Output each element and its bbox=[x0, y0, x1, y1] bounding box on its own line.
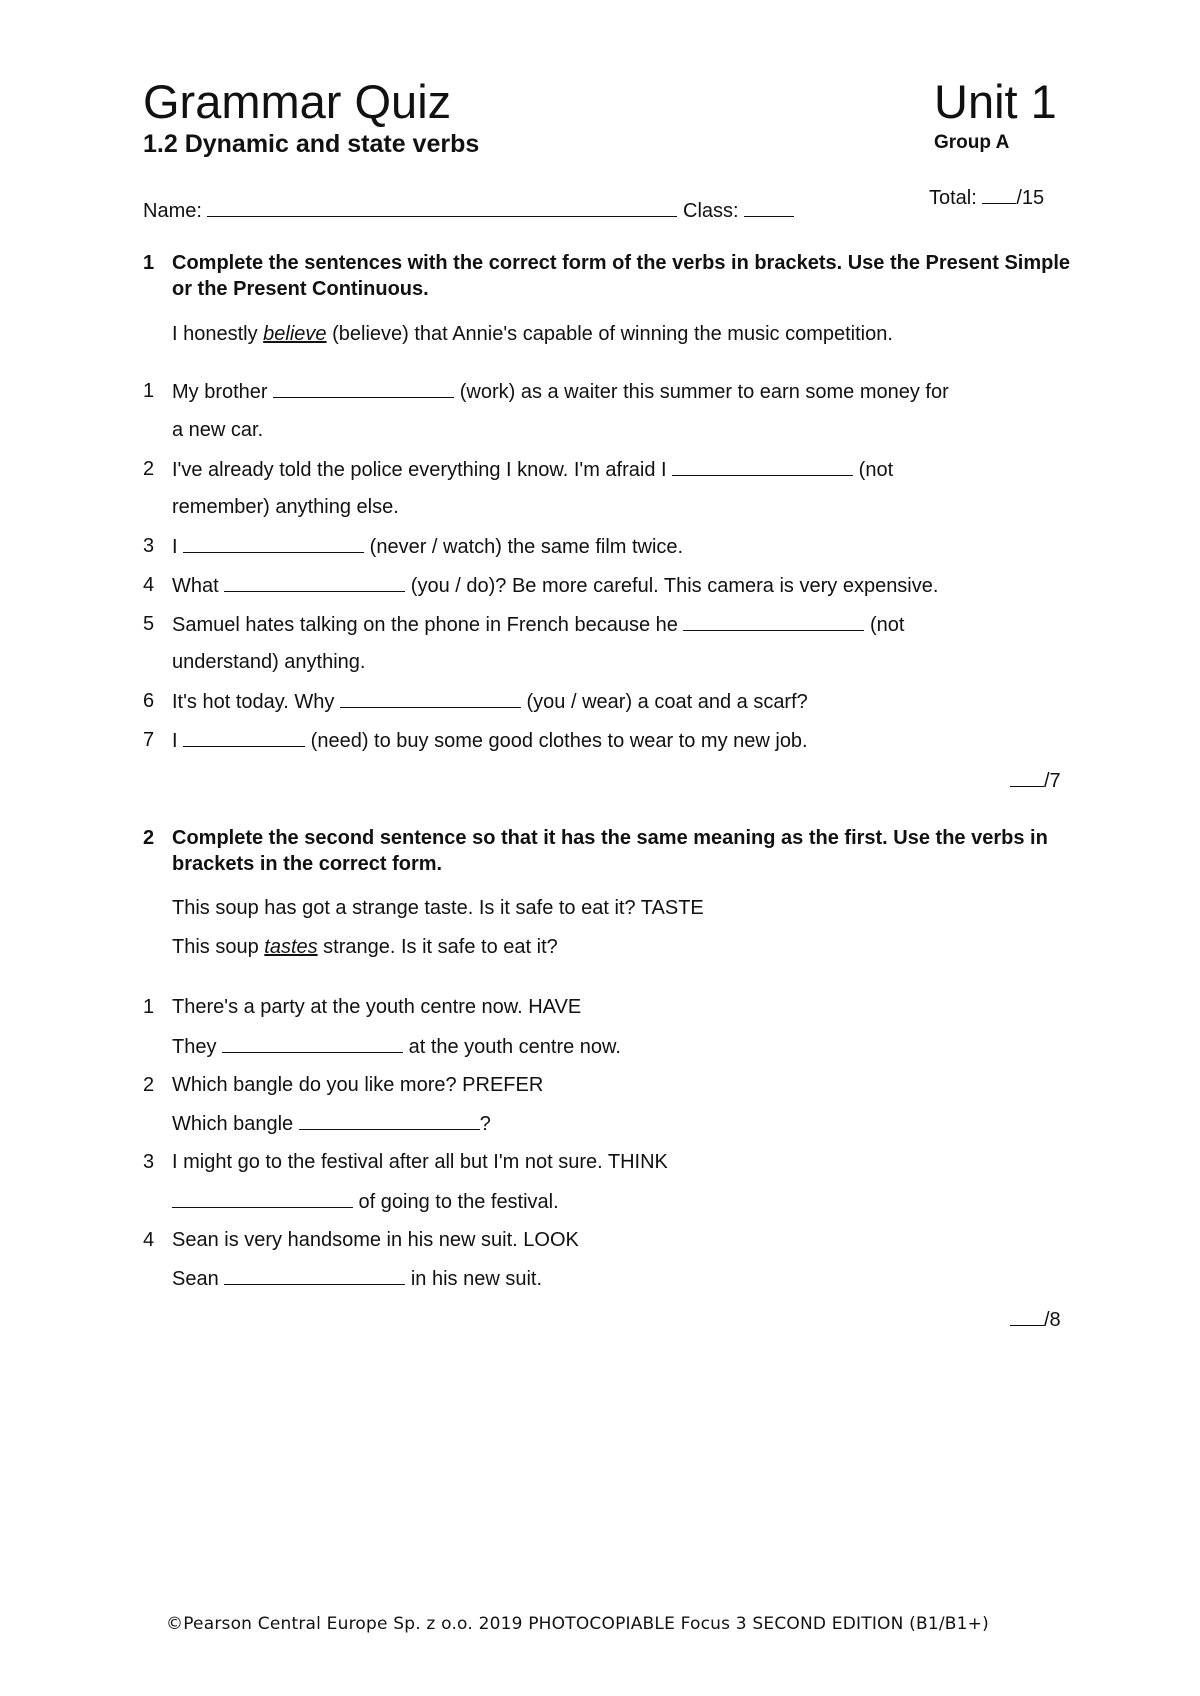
section-2-score: /8 bbox=[1010, 1306, 1061, 1333]
section-2-number: 2 bbox=[143, 827, 155, 849]
list-item: My brother (work) as a waiter this summer to earn some money for bbox=[172, 378, 949, 405]
list-item-answer-line: They at the youth centre now. bbox=[172, 1033, 621, 1060]
item-number: 5 bbox=[143, 613, 155, 635]
answer-blank[interactable] bbox=[183, 727, 305, 747]
total-score-field[interactable] bbox=[982, 184, 1016, 204]
example-answer: tastes bbox=[264, 936, 318, 958]
answer-blank[interactable] bbox=[222, 1033, 403, 1053]
item-number: 3 bbox=[143, 535, 155, 557]
section-2-score-field[interactable] bbox=[1010, 1306, 1044, 1326]
list-item-answer-line: Sean in his new suit. bbox=[172, 1265, 542, 1292]
section-2-example-line1: This soup has got a strange taste. Is it safe to eat it? TASTE bbox=[172, 897, 704, 919]
answer-blank[interactable] bbox=[683, 611, 864, 631]
list-item: I might go to the festival after all but I'm not sure. THINK bbox=[172, 1151, 668, 1173]
section-1-instruction: Complete the sentences with the correct form of the verbs in brackets. Use the Present Simple or the Present Continuous. bbox=[172, 252, 1071, 300]
section-1-score-field[interactable] bbox=[1010, 767, 1044, 787]
item-number: 3 bbox=[143, 1151, 155, 1173]
total-max: /15 bbox=[1016, 187, 1045, 209]
list-item-continuation: a new car. bbox=[172, 419, 264, 441]
list-item: Sean is very handsome in his new suit. LOOK bbox=[172, 1229, 579, 1251]
item-number: 2 bbox=[143, 1074, 155, 1096]
section-1-score: /7 bbox=[1010, 767, 1061, 794]
answer-blank[interactable] bbox=[273, 378, 454, 398]
unit-label: Unit 1 bbox=[934, 75, 1057, 128]
name-field[interactable] bbox=[207, 197, 677, 217]
item-number: 2 bbox=[143, 458, 155, 480]
list-item-continuation: remember) anything else. bbox=[172, 496, 399, 518]
section-1-number: 1 bbox=[143, 252, 155, 274]
answer-blank[interactable] bbox=[672, 456, 853, 476]
answer-blank[interactable] bbox=[183, 533, 364, 553]
list-item: I've already told the police everything I know. I'm afraid I (not bbox=[172, 456, 893, 483]
list-item: I (need) to buy some good clothes to wear to my new job. bbox=[172, 727, 808, 754]
name-label: Name: bbox=[143, 200, 202, 222]
list-item: Which bangle do you like more? PREFER bbox=[172, 1074, 544, 1096]
item-number: 1 bbox=[143, 380, 155, 402]
answer-blank[interactable] bbox=[224, 572, 405, 592]
class-label: Class: bbox=[683, 200, 739, 222]
example-answer: believe bbox=[263, 323, 327, 345]
list-item: What (you / do)? Be more careful. This camera is very expensive. bbox=[172, 572, 938, 599]
page-title: Grammar Quiz bbox=[143, 75, 452, 128]
item-number: 4 bbox=[143, 574, 155, 596]
section-2-example-line2: This soup tastes strange. Is it safe to eat it? bbox=[172, 936, 558, 958]
name-class-row bbox=[143, 197, 794, 224]
list-item-answer-line: of going to the festival. bbox=[172, 1188, 559, 1215]
item-number: 6 bbox=[143, 690, 155, 712]
item-number: 1 bbox=[143, 996, 155, 1018]
answer-blank[interactable] bbox=[172, 1188, 353, 1208]
list-item: It's hot today. Why (you / wear) a coat and a scarf? bbox=[172, 688, 808, 715]
list-item: I (never / watch) the same film twice. bbox=[172, 533, 683, 560]
copyright-footer: ©Pearson Central Europe Sp. z o.o. 2019 PHOTOCOPIABLE Focus 3 SECOND EDITION (B1/B1+) bbox=[166, 1614, 989, 1634]
item-number: 4 bbox=[143, 1229, 155, 1251]
total-label: Total: bbox=[929, 187, 977, 209]
answer-blank[interactable] bbox=[340, 688, 521, 708]
answer-blank[interactable] bbox=[299, 1110, 480, 1130]
total-score bbox=[929, 184, 1044, 211]
section-1-example: I honestly believe (believe) that Annie's capable of winning the music competition. bbox=[172, 323, 893, 345]
answer-blank[interactable] bbox=[224, 1265, 405, 1285]
list-item-continuation: understand) anything. bbox=[172, 651, 366, 673]
list-item: There's a party at the youth centre now. HAVE bbox=[172, 996, 582, 1018]
page-subtitle: 1.2 Dynamic and state verbs bbox=[143, 130, 480, 158]
list-item: Samuel hates talking on the phone in French because he (not bbox=[172, 611, 905, 638]
item-number: 7 bbox=[143, 729, 155, 751]
list-item-answer-line: Which bangle ? bbox=[172, 1110, 491, 1137]
class-field[interactable] bbox=[744, 197, 794, 217]
section-2-instruction: Complete the second sentence so that it has the same meaning as the first. Use the verbs in brackets in the correct form. bbox=[172, 827, 1048, 875]
group-label: Group A bbox=[934, 132, 1010, 153]
